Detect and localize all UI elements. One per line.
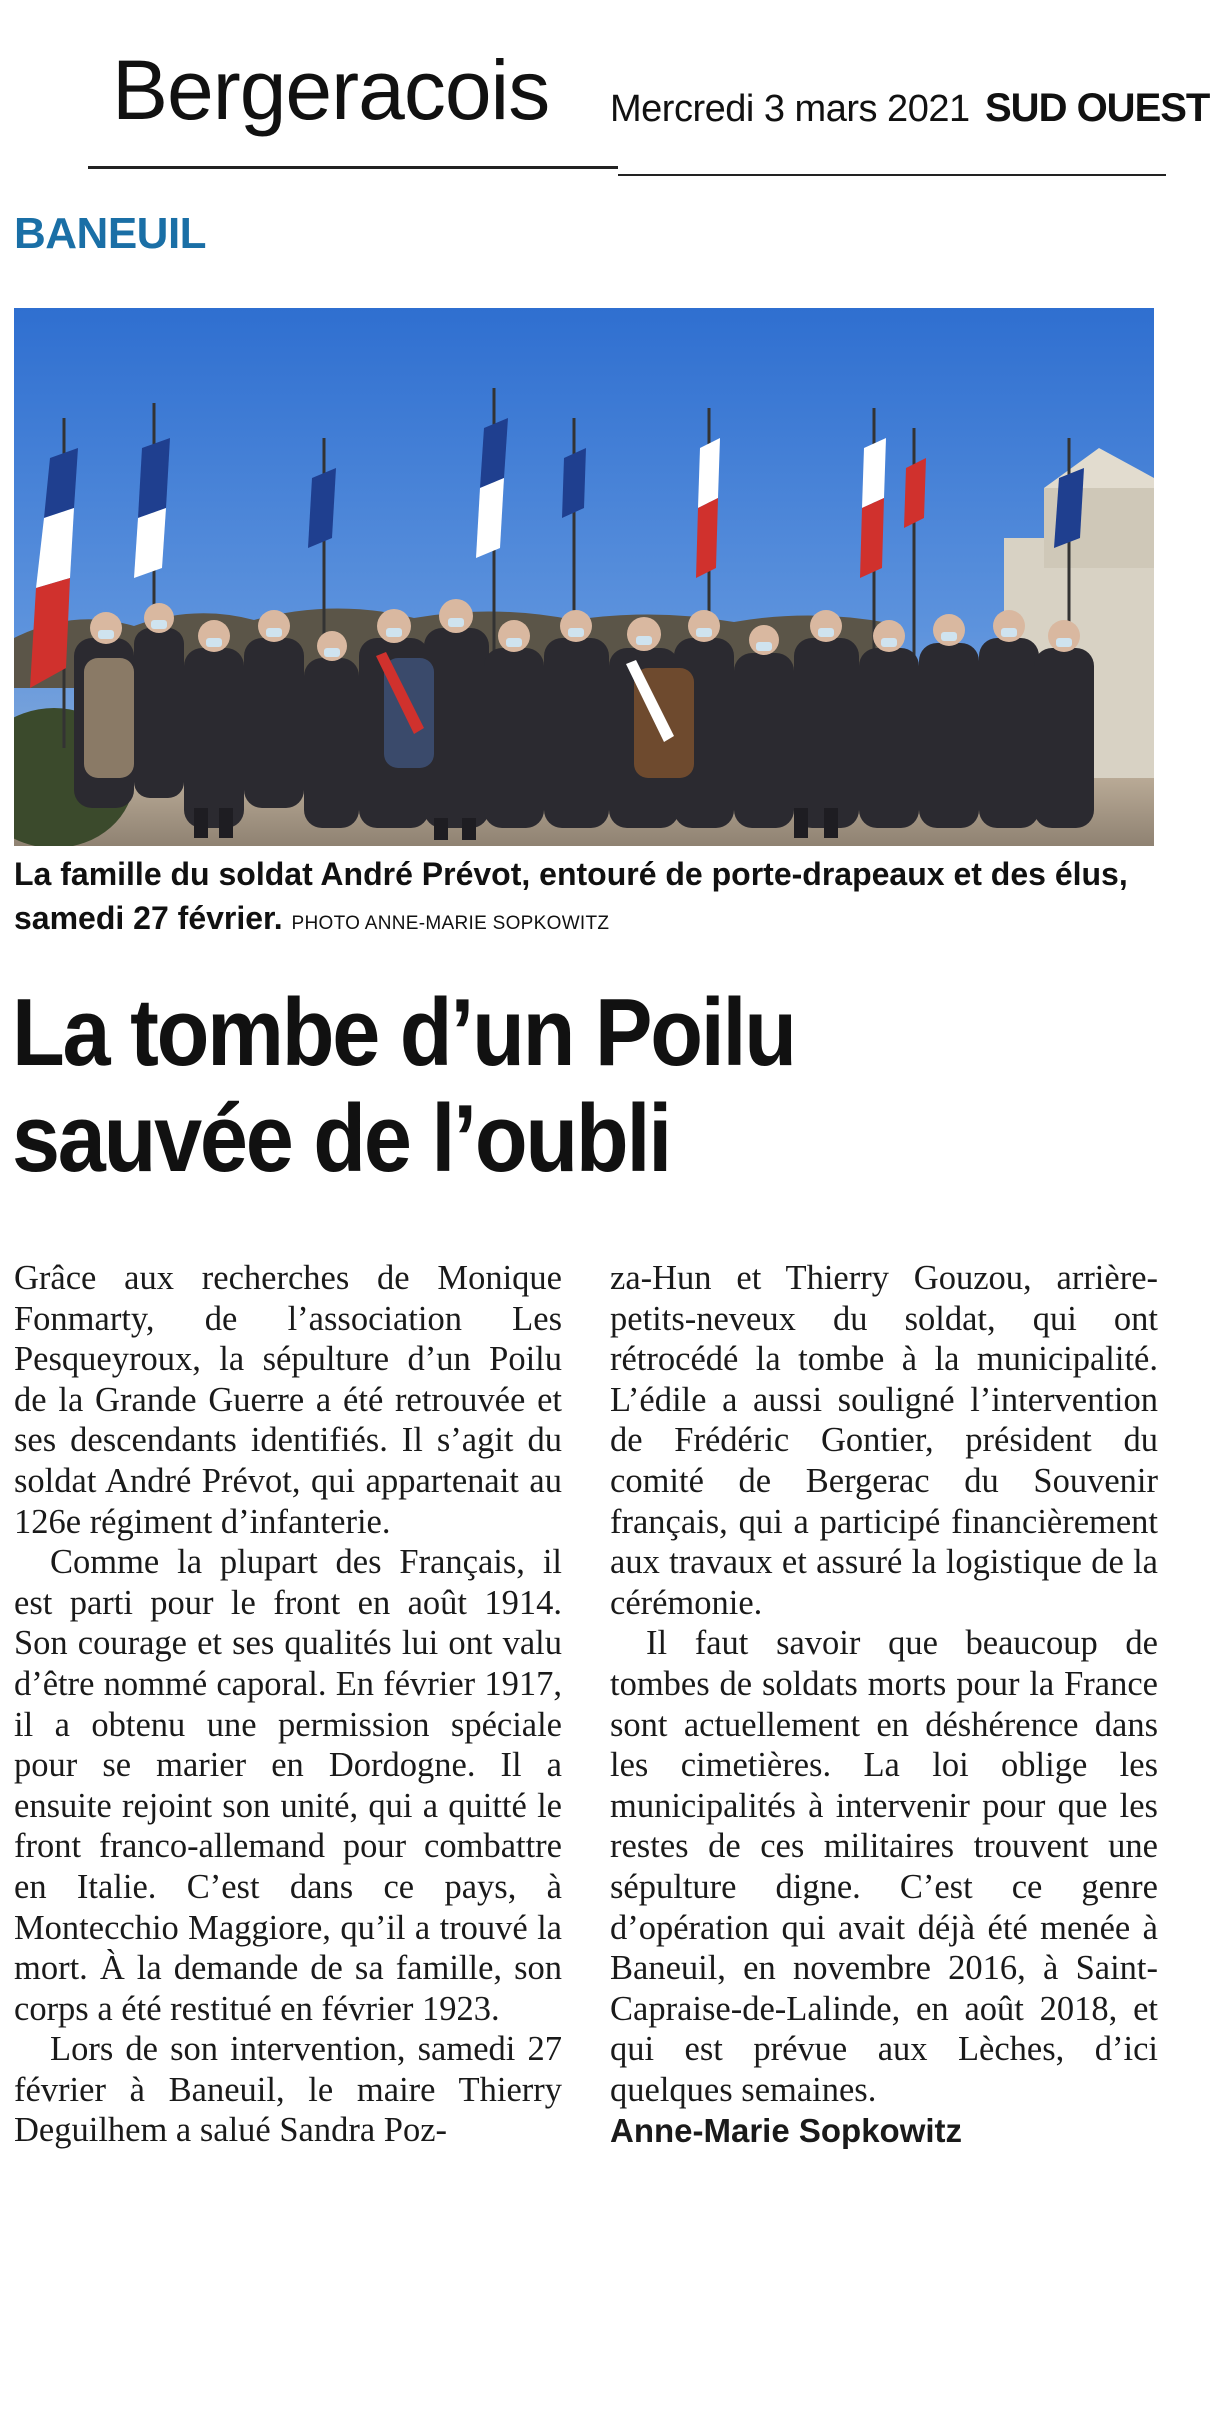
article-headline: La tombe d’un Poilu sauvée de l’oubli <box>12 979 795 1192</box>
masthead-rule-left <box>88 166 618 169</box>
photo-credit: PHOTO ANNE-MARIE SOPKOWITZ <box>291 913 610 934</box>
paragraph: Il faut savoir que beaucoup de tombes de soldats morts pour la France sont actuellement en déshérence dans les cimetières. La loi oblige les municipalités à intervenir pour que les restes de ces militaires trouvent une sépulture digne. C’est ce genre d’opération qui avait déjà été menée à Baneuil, en novembre 2016, à Saint-Capraise-de-Lalinde, en août 2018, et qui est prévue aux Lèches, d’ici quelques semaines. <box>610 1624 1158 2109</box>
issue-date: Mercredi 3 mars 2021 <box>610 88 970 130</box>
paragraph: Comme la plupart des Français, il est parti pour le front en août 1914. Son courage et ses qualités lui ont valu d’être nommé caporal. En février 1917, il a obtenu une permission spéciale pour se marier en Dordogne. Il a ensuite rejoint son unité, qui a quitté le front franco-allemand pour combattre en Italie. C’est dans ce pays, à Montecchio Maggiore, qu’il a trouvé la mort. À la demande de sa famille, son corps a été restitué en février 1923. <box>14 1543 562 2028</box>
newspaper-name: SUD OUEST <box>985 86 1210 130</box>
location-kicker: BANEUIL <box>14 209 207 258</box>
section-title: Bergeracois <box>112 43 550 137</box>
author-signature: Anne-Marie Sopkowitz <box>610 2112 963 2150</box>
article-column-right <box>610 1258 1158 2152</box>
caption-text: La famille du soldat André Prévot, entouré de porte-drapeaux et des élus, samedi 27 février. <box>14 856 1128 936</box>
group-photo-illustration <box>14 308 1154 846</box>
paragraph: Lors de son intervention, samedi 27 février à Baneuil, le maire Thierry Deguilhem a salué Sandra Poz- <box>14 2030 562 2150</box>
article-column-left <box>14 1258 562 2151</box>
paragraph: Grâce aux recherches de Monique Fonmarty, de l’association Les Pesqueyroux, la sépulture d’un Poilu de la Grande Guerre a été retrouvée et ses descendants identifiés. Il s’agit du soldat André Prévot, qui appartenait au 126e régiment d’infanterie. <box>14 1259 562 1541</box>
paragraph: za-Hun et Thierry Gouzou, arrière-petits-neveux du soldat, qui ont rétrocédé la tombe à la municipalité. L’édile a aussi souligné l’intervention de Frédéric Gontier, président du comité de Bergerac du Souvenir français, qui a participé financièrement aux travaux et assuré la logistique de la cérémonie. <box>610 1259 1158 1622</box>
photo-caption <box>14 852 1164 946</box>
masthead-rule-right <box>618 174 1166 176</box>
article-photo <box>14 308 1154 846</box>
